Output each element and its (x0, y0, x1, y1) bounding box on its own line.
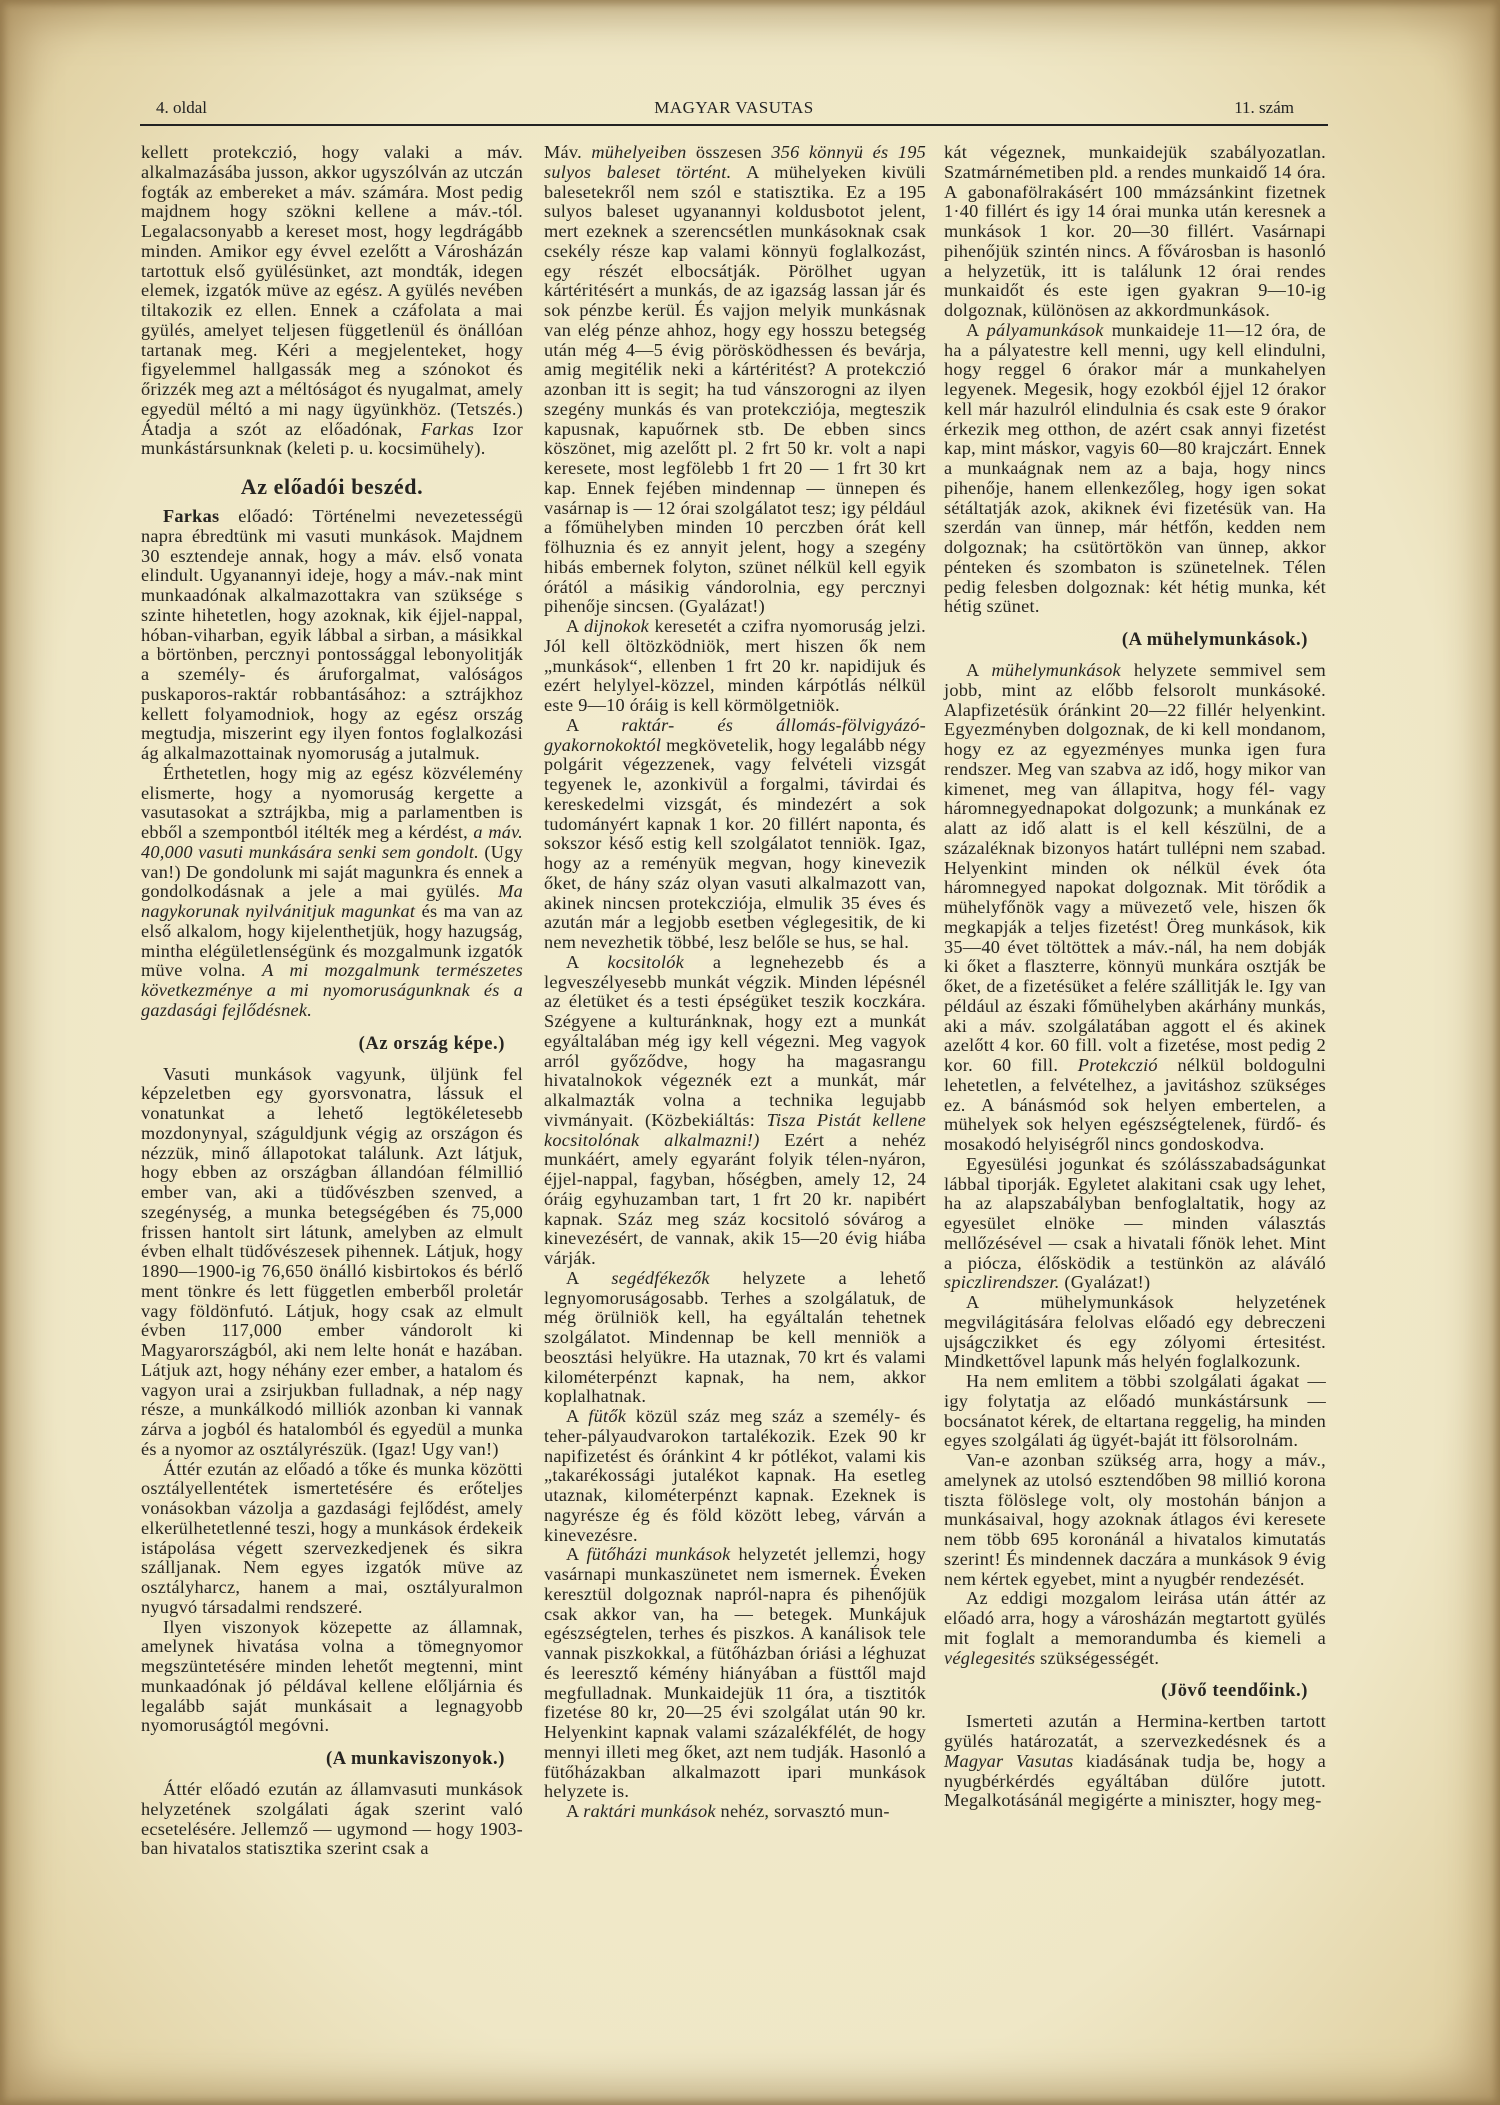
newspaper-title: MAGYAR VASUTAS (654, 98, 814, 117)
section-subheading: (A mühelymunkások.) (1121, 630, 1308, 650)
article-paragraph (141, 1618, 523, 1737)
italic-text: mühelymunkások (991, 660, 1121, 680)
article-paragraph (544, 953, 926, 1269)
article-paragraph (944, 1451, 1326, 1589)
article-paragraph (141, 764, 523, 1021)
italic-text: fütők (588, 1406, 627, 1426)
section-subheading: (Jövő teendőink.) (1161, 1681, 1308, 1702)
italic-text: Ma nagykorunak nyilvánitjuk magunkat (141, 881, 523, 921)
text-run: A (566, 714, 622, 735)
page-header (140, 94, 1328, 126)
italic-text: Protekczió (1077, 1055, 1158, 1075)
italic-text: Magyar Vasutas (944, 1750, 1074, 1771)
text-run: és ma van az első alkalom, hogy kijelenthetjük, hogy hazugság, mintha elégületlenségünk és mozgalmunk izgatók müve volna. (141, 901, 523, 981)
italic-text: mühelyeiben (591, 142, 687, 162)
text-run: Ilyen viszonyok közepette az államnak, amelynek hivatása volna a tömegnyomor megszüntetésére minden lehetőt megtenni, mint munkaadónak jó példával kellene előljárnia és legalább saját munkásait a legnagyobb nyomoruságtól megóvni. (141, 1616, 523, 1736)
text-run: A (566, 1544, 587, 1565)
article-paragraph (944, 143, 1326, 321)
text-run: Ha nem emlitem a többi szolgálati ágakat — igy folytatja az előadó munkástársunk — bocsánatot kérek, de eltartana reggelig, ha minden egyes szolgálati ág ügyét-baját itt fölsorolnám. (944, 1371, 1326, 1451)
column-2 (544, 143, 926, 1822)
text-run: megkövetelik, hogy legalább négy polgárit végezzenek, vagy felvételi vizsgát tegyenek le, azonkivül a forgalmi, távirdai és kereskedelmi vizsgát, és mindezért a sok tudományért kapnak 1 kor. 20 fillért naponta, és sokszor késő estig kell szolgálatot tenniök. Igaz, hogy az a reményük megvan, hogy kinevezik őket, de hány száz olyan vasuti alkalmazott van, akinek nincsen protekcziója, elmulik 35 éves és azután már a legjobb esetben véglegesitik, de ki nem nevezhetik többé, lesz belőle se hus, se hal. (544, 734, 926, 952)
text-run: A (966, 660, 992, 680)
bold-text: Farkas (163, 506, 220, 526)
text-run: a legnehezebb és a legveszélyesebb munkát végzik. Minden lépésnél az életüket és a testi épségüket teszik koczkára. Szégyene a kulturánknak, hogy ezt a munkát egyáltalában még igy kell végezni. Meg vagyok arról győződve, hogy ha magasrangu hivatalnokok végeznék ezt a munkát, már alkalmazták volna a technika legujabb vivmányait. (Közbekiáltás: (544, 951, 927, 1130)
text-run: A (566, 951, 608, 972)
text-run: nélkül boldogulni lehetetlen, a felvételhez, a javitáshoz szükséges ez. A bánásmód sok helyen embertelen, a mühelyek sok helyen egészségtelenek, fürdő- és mosakodó helyiségről nincs gondoskodva. (944, 1055, 1326, 1154)
italic-text: spiczlirendszer. (944, 1272, 1060, 1293)
text-run: összesen (686, 142, 772, 162)
article-paragraph (141, 1460, 523, 1618)
text-run: közül száz meg száz a személy- és teher-pályaudvarokon tartalékozik. Ezek 90 kr napifizetést és óránkint 4 kr pótlékot, valami kis „takarékossági jutalékot kapnak. Ha esetleg utaznak, kilométerpénzt kapnak. Ezeknek is nagyrésze ég és föld között lebeg, várván a kinevezésre. (544, 1406, 926, 1545)
text-run: (Ugy van!) De gondolunk mi saját magunkra és ennek a gondolkodásnak a jele a mai gyülés. (141, 841, 523, 902)
italic-text: Farkas (420, 418, 475, 439)
text-run: Máv. (544, 142, 592, 162)
article-paragraph (544, 617, 926, 716)
text-run: helyzetét jellemzi, hogy vasárnapi munkaszünetet nem ismernek. Éveken keresztül dolgoznak napról-napra és pihenőjük csak akkor van, ha — betegek. Munkájuk egészségtelen, terhes és piszkos. A kanálisok tele vannak piszkokkal, a fütőházban óriási a léghuzat és leeresztő kémény hiányában a füsttől majd megfulladnak. Munkaidejük 11 óra, a tisztitók fizetése 80 kr, 20—25 évi szolgálat után 90 kr. Helyenkint kapnak valami százalékfélét, de hogy mennyi illeti meg őket, azt nem tudják. Hasonló a fütőházakban alkalmazott ipari munkások helyzete is. (544, 1544, 926, 1802)
text-run: nehéz, sorvasztó mun- (715, 1801, 890, 1821)
text-run: A mühelymunkások helyzetének megvilágitására felolvas előadó egy debreczeni ujságczikket és egy zólyomi értesitést. Mindkettővel lapunk más helyén foglalkozunk. (944, 1292, 1326, 1372)
italic-text: kocsitolók (607, 951, 684, 972)
article-paragraph (141, 1065, 523, 1460)
article-paragraph (944, 1155, 1326, 1293)
text-run: Van-e azonban szükség arra, hogy a máv., amelynek az utolsó esztendőben 98 millió korona tiszta fölöslege volt, oly mostohán bánjon a munkásaival, hogy azoknak átlagos évi keresete nem több 695 koronánál a hivatalos kimutatás szerint! És mindennek daczára a munkások 9 évig nem kértek egyebet, mint a nyugbér rendezését. (944, 1450, 1326, 1589)
italic-text: pályamunkások (986, 319, 1104, 340)
article-paragraph (141, 1780, 523, 1859)
text-run: kiadásának tudja be, hogy a nyugbérkérdés egyáltában dülőre jutott. Megalkotásánál megigérte a miniszter, hogy meg- (944, 1750, 1326, 1811)
text-run: helyzete semmivel sem jobb, mint az előbb felsorolt munkásoké. Alapfizetésük óránkint 20—22 fillér helyenkint. Egyezményben dolgoznak, de ki kell mondanom, hogy ez az egyezményes munka igen fura rendszer. Meg van szabva az idő, hogy mikor van kimenet, meg van állapitva, hogy fél- vagy háromnegyednapokat dolgozunk; a munkának ez alatt az idő alatt is el kell készülni, de a százaléknak bizonyos határt tullépni nem szabad. Helyenkint minden ok nélkül évek óta háromnegyed napokat dolgoznak. Mit törődik a mühelyfőnök vagy a müvezető vele, hiszen ők megkapják a teljes fizetést! Öreg munkások, kik 35—40 évet töltöttek a máv.-nál, ha nem dobják ki őket a flaszterre, könnyü munkára osztják be őket, de a fizetésüket a felére szállitják le. Igy van például az északi főmühelyben akárhány munkás, aki a máv. szolgálatában aggott el és akinek azelőtt 4 kor. 60 fill. volt a fizetése, most pedig 2 kor. 60 fill. (944, 660, 1326, 1075)
article-paragraph (944, 661, 1326, 1155)
issue-number: 11. szám (1234, 98, 1294, 117)
article-paragraph (944, 321, 1326, 617)
italic-text: segédfékezők (611, 1267, 710, 1288)
italic-text: Tisza Pistát kellene kocsitolónak alkalmazni!) (544, 1109, 926, 1150)
text-run: munkaideje 11—12 óra, de ha a pályatestre kell menni, ugy kell elindulni, hogy reggel 6 órakor már a munkahelyen legyenek. Megesik, hogy ezokból éjjel 12 órakor kell már hazulról elindulnia és csak este 9 órakor érkezik meg otthon, de azért csak annyi fizetést kap, mint máskor, vagyis 60—80 krajczárt. Ennek a munkaágnak nem az a baja, hogy nincs pihenője, hanem ellenkezőleg, hogy igen sokat sétáltatják azok, akiknek évi fizetésük van. Ha szerdán van ünnep, már hétfőn, kedden nem dolgoznak; ha csütörtökön van ünnep, akkor pénteken és szombaton is szünetelnek. Télen pedig felesben dolgoznak: két hétig munka, két hétig szünet. (944, 319, 1326, 617)
italic-text: fütőházi munkások (586, 1544, 731, 1565)
text-run: Érthetetlen, hogy mig az egész közvélemény elismerte, hogy a nyomoruság kergette a vasutasokat a sztrájkba, mig a parlamentben is ebből a szempontból itélték meg a kérdést, (141, 762, 523, 842)
article-heading: Az előadói beszéd. (240, 474, 424, 499)
italic-text: véglegesités (944, 1647, 1036, 1668)
text-run: szükségességét. (1035, 1647, 1160, 1668)
article-paragraph (544, 1269, 926, 1407)
section-subheading: (Az ország képe.) (358, 1033, 505, 1054)
column-3 (944, 143, 1326, 1811)
text-run: A (966, 319, 987, 340)
text-run: Ezért a nehéz munkáért, amely egyaránt folyik télen-nyáron, éjjel-nappal, fagyban, hőségben, amely 12, 24 óráig egyhuzamban tart, 1 frt 20 kr. napibért kapnak. Száz meg száz kocsitoló sóvárog a kinevezésért, de vannak, akik 15—20 évig hiába várják. (544, 1129, 926, 1268)
text-run: Egyesülési jogunkat és szólásszabadságunkat lábbal tiporják. Egyletet alakitani csak ugy lehet, ha az alapszabályban benfoglaltatik, hogy az egyesület elnöke — minden választás mellőzésével — csak a hivatali főnök lehet. Mint a piócza, élősködik a testünkön az aláváló (944, 1153, 1326, 1273)
text-run: Izor munkástársunknak (keleti p. u. kocsimühely). (141, 418, 523, 459)
text-run: előadó: Történelmi nevezetességü napra ébredtünk mi vasuti munkások. Majdnem 30 esztendeje annak, hogy a máv. első vonata elindult. Ugyanannyi ideje, hogy a máv.-nak mint munkaadónak alkalmazottakra van szüksége s szinte hihetetlen, hogy azoknak, kik éjjel-nappal, hóban-viharban, egyik lábbal a sirban, a másikkal a börtönben, percznyi pontossággal lebonyolitják a személy- és áruforgalmat, valóságos puskaporos-raktár robbantásához: a sztrájkhoz kellett folyamodniok, hogy az egész ország megtudja, miszerint egy ilyen fontos foglalkozási ág alkalmazottainak nyomoruság a jutalmuk. (141, 506, 523, 763)
section-subheading: (A munkaviszonyok.) (326, 1749, 505, 1769)
article-paragraph (544, 1407, 926, 1545)
article-paragraph (141, 507, 523, 764)
text-run: (Gyalázat!) (1059, 1272, 1151, 1293)
page-number: 4. oldal (156, 98, 207, 117)
text-run: A mühelyeken kivüli balesetekről nem szól e statisztika. Ez a 195 sulyos baleset ugyanannyi koldusbotot jelent, mert ezeknek a szerencsétlen munkásoknak csak csekély része kap valami könnyü foglalkozást, egy részét elbocsátják. Pörölhet ugyan kártéritésért a munkás, de az igazság lassan jár és sok pénzbe kerül. És vajjon melyik munkásnak van elég pénze ahhoz, hogy egy hosszu betegség után még 4—5 évig pörösködhessen és bevárja, amig megitélik neki a kártéritést? A protekczió azonban itt is segit; ha tud vánszorogni az ilyen szegény munkás és van protekcziója, megteszik kapusnak, kapuőrnek stb. De ebben sincs köszönet, mig azelőtt pl. 2 frt 50 kr. volt a napi keresete, most legfölebb 1 frt 20 — 1 frt 30 krt kap. Ennek fejében mindennap — ünnepen és vasárnap is — 12 órai szolgálatot tesz; igy például a főmühelyben minden 10 perczben órát kell fölhuznia és ez annyit jelent, hogy a szegény hibás embernek folyton, szünet nélkül kell egyik órától a másikig vándorolnia, egy percznyi pihenője sincsen. (Gyalázat!) (544, 161, 926, 617)
text-run: kellett protekczió, hogy valaki a máv. alkalmazásába jusson, akkor ugyszólván az utczán fogták az embereket a máv. számára. Most pedig majdnem hogy szökni kellene a máv.-tól. Legalacsonyabb a kereset most, hogy legdrágább minden. Amikor egy évvel ezelőtt a Városházán tartottuk első gyülésünket, azt mondták, idegen elemek, izgatók müve az egész. A gyülés nevében tiltakozik ez ellen. Ennek a czáfolata a mai gyülés, amelyet teljesen függetlenül és önállóan tartanak meg. Kéri a megjelenteket, hogy figyelemmel hallgassák meg a szónokot és őrizzék meg azt a méltóságot és nyugalmat, amely egyedül méltó a mi nagy ügyünkhöz. (Tetszés.) Átadja a szót az előadónak, (141, 142, 523, 439)
italic-text: A mi mozgalmunk természetes következménye a mi nyomoruságunknak és a gazdasági fejlődésnek. (141, 960, 523, 1020)
article-paragraph (944, 1372, 1326, 1451)
article-paragraph (544, 1545, 926, 1802)
text-run: Vasuti munkások vagyunk, üljünk fel képzeletben egy gyorsvonatra, lássuk el vonatunkat a lehető legtökéletesebb mozdonynyal, száguldjunk végig az országon és nézzük, minő állapotokat találunk. Azt látjuk, hogy ebben az országban állandóan félmillió ember van, aki a tüdővészben szenved, a szegénység, a munka betegségében és 75,000 frissen hantolt sirt látunk, amelyben az elmult évben elhalt tüdővészesek pihennek. Látjuk, hogy 1890—1900-ig 76,650 önálló kisbirtokos és bérlő ment tönkre és lett független emberből proletár vagy földönfutó. Látjuk, hogy csak az elmult évben 117,000 ember vándorolt ki Magyarországból, aki nem lelte honát e hazában. Látjuk azt, hogy néhány ezer ember, a hatalom és vagyon urai a zsirjukban fulladnak, a nép nagy része, a munkálkodó milliók azonban ki vannak zárva a jogból és hatalomból és egyedül a munka és a nyomor az osztályrészük. (Igaz! Ugy van!) (141, 1063, 523, 1459)
article-paragraph (141, 143, 523, 459)
italic-text: dijnokok (584, 616, 649, 636)
article-paragraph (944, 1293, 1326, 1372)
italic-text: 356 könnyü és 195 sulyos baleset történt. (544, 142, 927, 182)
italic-text: raktár- és állomás-fölvigyázó-gyakornokoktól (544, 714, 926, 755)
text-run: A (566, 616, 585, 636)
text-run: A (566, 1406, 589, 1426)
article-paragraph (544, 143, 926, 617)
text-run: Áttér ezután az előadó a tőke és munka közötti osztályellentétek ismertetésére és erőteljes vonásokban vázolja a gazdasági fejlődést, amely elkerülhetetlenné teszi, hogy a munkások érdekeik istápolása végett szervezkedjenek és sikra szálljanak. Nem egyes izgatók müve az osztályharcz, hanem a mai, osztályuralmon nyugvó társadalmi rendszeré. (141, 1458, 523, 1617)
italic-text: a máv. 40,000 vasuti munkására senki sem gondolt. (141, 822, 523, 862)
article-paragraph (944, 1589, 1326, 1668)
text-run: Áttér előadó ezután az államvasuti munkások helyzetének szolgálati ágak szerint való ecsetelésére. Jellemző — ugymond — hogy 1903-ban hivatalos statisztika szerint csak a (141, 1779, 523, 1859)
text-run: keresetét a czifra nyomoruság jelzi. Jól kell öltözködniök, mert hiszen ők nem „munkások“, ellenben 1 frt 20 kr. napidijuk és ezért helylyel-közzel, minden kárpótlás nélkül este 9—10 óráig is kell körmölgetniök. (544, 616, 926, 715)
text-run: Az eddigi mozgalom leirása után áttér az előadó arra, hogy a városházán megtartott gyülés mit foglalt a memorandumba és kiemeli a (944, 1588, 1326, 1648)
text-run: A (566, 1267, 612, 1288)
article-paragraph (544, 716, 926, 953)
article-paragraph (544, 1802, 926, 1822)
article-paragraph (944, 1712, 1326, 1811)
text-run: Ismerteti azután a Hermina-kertben tartott gyülés határozatát, a szervezkedésnek és a (944, 1711, 1326, 1751)
text-run: kát végeznek, munkaidejük szabályozatlan. Szatmárnémetiben pld. a rendes munkaidő 14 óra. A gabonafölrakásért 100 mmázsánkint fizetnek 1·40 fillért és igy 14 órai munka után keresnek a munkások 1 kor. 20—30 fillért. Vasárnapi pihenőjük szintén nincs. A fővárosban is hasonló a helyzetük, itt is találunk 12 órai rendes munkaidőt és este igen gyakran 9—10-ig dolgoznak, különösen az akkordmunkások. (944, 142, 1326, 320)
italic-text: raktári munkások (583, 1801, 716, 1821)
column-1 (141, 143, 523, 1859)
text-run: helyzete a lehető legnyomoruságosabb. Terhes a szolgálatuk, de még örülniök kell, ha egyáltalán tehetnek szolgálatot. Mindennap be kell menniök a beosztási helyükre. Ha utaznak, 70 krt és valami kilométerpénzt kapnak, ha nem, akkor koplalhatnak. (544, 1267, 927, 1407)
text-run: A (566, 1801, 584, 1821)
